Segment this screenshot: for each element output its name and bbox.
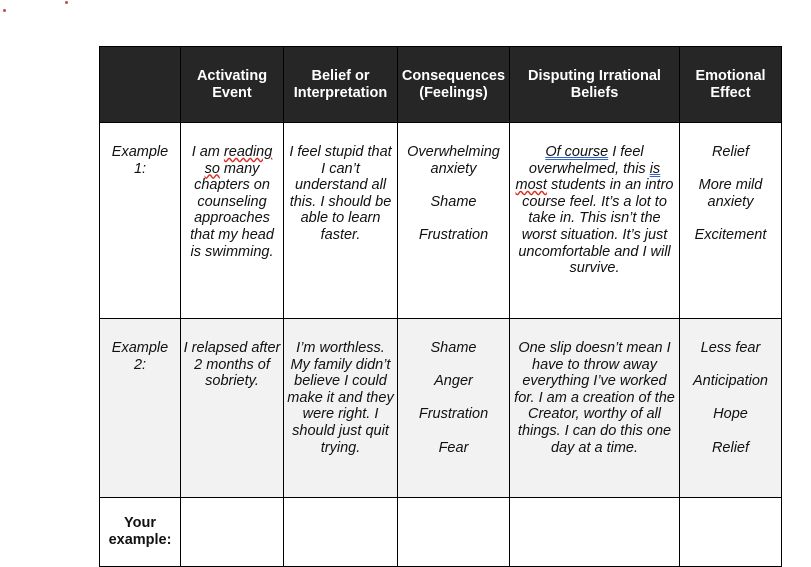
example-1-effect[interactable]: Relief More mild anxiety Excitement <box>680 123 782 319</box>
table-row-example-2 <box>100 319 782 498</box>
your-example-consequences-cell[interactable] <box>398 498 510 567</box>
red-dot-mark <box>65 1 68 4</box>
example-1-consequences[interactable]: Overwhelming anxiety Shame Frustration <box>398 123 510 319</box>
example-1-label[interactable]: Example 1: <box>100 123 181 319</box>
header-consequences: Consequences (Feelings) <box>398 47 510 123</box>
example-1-event[interactable]: I am reading so many chapters on counseling approaches that my head is swimming. <box>181 123 284 319</box>
header-corner-cell <box>100 47 181 123</box>
spelling-underline: most <box>515 177 547 194</box>
header-row <box>100 47 782 123</box>
header-activating-event: Activating Event <box>181 47 284 123</box>
example-2-effect[interactable]: Less fear Anticipation Hope Relief <box>680 319 782 498</box>
grammar-underline: is <box>649 160 661 177</box>
example-2-label[interactable]: Example 2: <box>100 319 181 498</box>
your-example-disputing-cell[interactable] <box>510 498 680 567</box>
table-row-example-1 <box>100 123 782 319</box>
header-emotional-effect: Emotional Effect <box>680 47 782 123</box>
your-example-label[interactable]: Your example: <box>100 498 181 567</box>
your-example-effect-cell[interactable] <box>680 498 782 567</box>
spelling-underline: reading <box>223 144 273 160</box>
example-2-consequences[interactable]: Shame Anger Frustration Fear <box>398 319 510 498</box>
abcde-worksheet-table <box>99 46 782 567</box>
red-dot-mark <box>3 9 6 12</box>
your-example-belief-cell[interactable] <box>284 498 398 567</box>
spelling-underline: so <box>204 160 220 177</box>
example-2-belief[interactable]: I’m worthless. My family didn’t believe I could make it and they were right. I should just quit trying. <box>284 319 398 498</box>
table-row-your-example <box>100 498 782 567</box>
header-disputing: Disputing Irrational Beliefs <box>510 47 680 123</box>
example-2-event[interactable]: I relapsed after 2 months of sobriety. <box>181 319 284 498</box>
your-example-event-cell[interactable] <box>181 498 284 567</box>
example-2-disputing[interactable]: One slip doesn’t mean I have to throw away everything I’ve worked for. I am a creation of the Creator, worthy of all things. I can do this one day at a time. <box>510 319 680 498</box>
example-1-disputing[interactable]: Of course I feel overwhelmed, this is most students in an intro course feel. It’s a lot to take in. This isn’t the worst situation. It’s just uncomfortable and I will survive. <box>510 123 680 319</box>
example-1-belief[interactable]: I feel stupid that I can’t understand all this. I should be able to learn faster. <box>284 123 398 319</box>
grammar-underline: Of course <box>545 144 609 160</box>
header-belief: Belief or Interpretation <box>284 47 398 123</box>
